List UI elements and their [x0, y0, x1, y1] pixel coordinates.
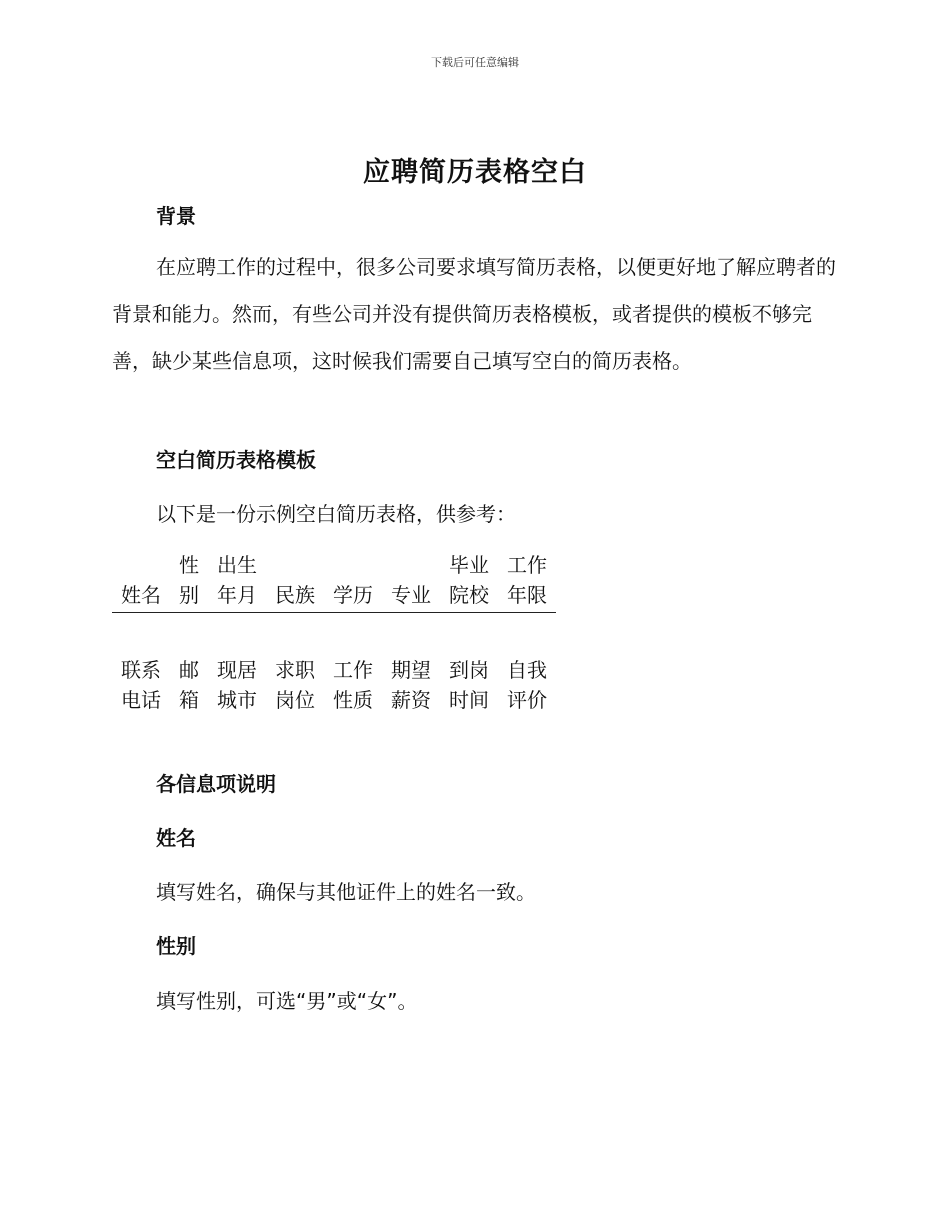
section-heading-background: 背景 [156, 204, 196, 228]
table-cell: 现居 城市 [217, 658, 257, 712]
table-header-row [112, 550, 556, 613]
section-heading-explanations: 各信息项说明 [156, 772, 276, 796]
template-intro-text: 以下是一份示例空白简历表格，供参考： [156, 502, 516, 526]
subheading-name: 姓名 [156, 826, 196, 850]
table-cell: 期望 薪资 [391, 658, 431, 712]
table-cell: 联系 电话 [121, 658, 161, 712]
table-cell: 自我 评价 [507, 658, 547, 712]
table-header-cell: 学历 [333, 583, 373, 607]
table-cell: 工作 性质 [333, 658, 373, 712]
document-title: 应聘简历表格空白 [363, 157, 587, 188]
section-heading-template: 空白简历表格模板 [156, 448, 316, 472]
table-header-cell: 民族 [275, 583, 315, 607]
gender-explanation-text: 填写性别，可选“男”或“女”。 [156, 989, 418, 1013]
background-paragraph: 在应聘工作的过程中，很多公司要求填写简历表格，以便更好地了解应聘者的背景和能力。然而，有些公司并没有提供简历表格模板，或者提供的模板不够完善，缺少某些信息项，这时候我们需要自己填写空白的简历表格。 [112, 255, 836, 373]
table-header-cell: 毕业 院校 [449, 553, 489, 607]
subheading-gender: 性别 [156, 934, 196, 958]
resume-table-second-row [112, 655, 556, 715]
table-cell: 邮 箱 [179, 658, 199, 712]
name-explanation-text: 填写姓名，确保与其他证件上的姓名一致。 [156, 880, 536, 904]
table-header-cell: 姓名 [121, 583, 161, 607]
table-header-cell: 工作 年限 [507, 553, 547, 607]
table-row [112, 655, 556, 715]
table-cell: 求职 岗位 [275, 658, 315, 712]
table-header-cell: 专业 [391, 583, 431, 607]
table-header-cell: 出生 年月 [217, 553, 257, 607]
resume-table-header [112, 550, 556, 613]
table-cell: 到岗 时间 [449, 658, 489, 712]
table-header-cell: 性 别 [179, 553, 199, 607]
page-header-note: 下载后可任意编辑 [431, 56, 519, 69]
